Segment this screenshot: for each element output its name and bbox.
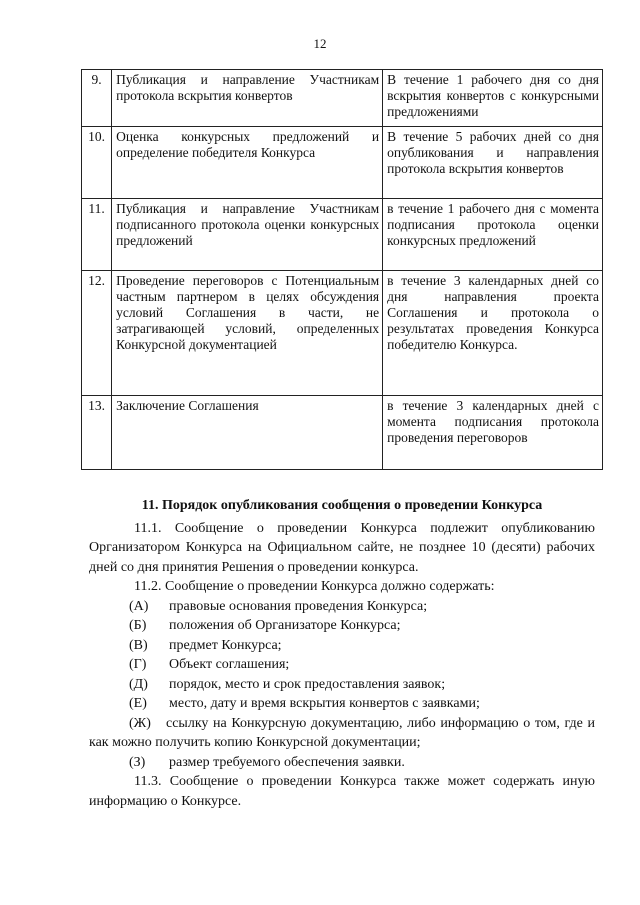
row-number: 9. xyxy=(82,70,112,127)
row-action: Проведение переговоров с Потенциальным частным партнером в целях обсуждения условий Соглашения в части, не затрагивающей условий, определенных Конкурсной документацией xyxy=(116,273,380,352)
paragraph-11-1: 11.1. Сообщение о проведении Конкурса подлежит опубликованию Организатором Конкурса на Официальном сайте, не позднее 10 (десяти) рабочих дней со дня принятия Решения о проведении конкурса. xyxy=(89,520,595,575)
procedure-table xyxy=(81,69,603,470)
list-item xyxy=(89,675,595,695)
list-marker: (Е) xyxy=(129,696,147,711)
list-item xyxy=(89,636,595,656)
table-row xyxy=(82,70,603,127)
row-term: в течение 3 календарных дней со дня направления проекта Соглашения и протокола о результатах проведения Конкурса победителю Конкурса. xyxy=(387,273,599,352)
row-number: 12. xyxy=(82,271,112,396)
list-text: порядок, место и срок предоставления заявок; xyxy=(169,676,446,692)
row-action: Оценка конкурсных предложений и определение победителя Конкурса xyxy=(116,129,380,160)
list-item xyxy=(89,714,595,753)
row-number: 11. xyxy=(82,199,112,271)
list-text: место, дату и время вскрытия конвертов с заявками; xyxy=(169,696,480,711)
table-row xyxy=(82,396,603,470)
page-number: 12 xyxy=(313,36,327,51)
table-row xyxy=(82,271,603,396)
row-term: в течение 3 календарных дней с момента подписания протокола проведения переговоров xyxy=(387,398,599,445)
row-term: В течение 1 рабочего дня со дня вскрытия конвертов с конкурсными предложениями xyxy=(387,72,599,119)
row-action: Публикация и направление Участникам подписанного протокола оценки конкурсных предложений xyxy=(116,201,380,248)
table-row xyxy=(82,127,603,199)
list-marker: (Ж) xyxy=(129,715,151,731)
list-marker: (Г) xyxy=(129,657,147,672)
row-action: Заключение Соглашения xyxy=(116,398,259,413)
list-item xyxy=(89,753,595,773)
list-marker: (З) xyxy=(129,754,146,770)
list-item xyxy=(89,694,595,714)
row-number: 10. xyxy=(82,127,112,199)
list-text: размер требуемого обеспечения заявки. xyxy=(169,754,405,770)
row-term: В течение 5 рабочих дней со дня опубликования и направления протокола вскрытия конвертов xyxy=(387,129,599,176)
list-item xyxy=(89,655,595,675)
section-11 xyxy=(89,496,595,811)
paragraph-11-3: 11.3. Сообщение о проведении Конкурса также может содержать иную информацию о Конкурсе. xyxy=(89,774,595,809)
list-marker: (Б) xyxy=(129,618,147,633)
list-item xyxy=(89,616,595,636)
list-text: положения об Организаторе Конкурса; xyxy=(169,618,401,633)
list-item xyxy=(89,597,595,617)
list-marker: (В) xyxy=(129,637,148,653)
list-text: ссылку на Конкурсную документацию, либо информацию о том, где и как можно получить копию Конкурсной документации; xyxy=(89,715,595,750)
paragraph-11-2: 11.2. Сообщение о проведении Конкурса должно содержать: xyxy=(134,579,495,594)
table-row xyxy=(82,199,603,271)
row-term: в течение 1 рабочего дня с момента подписания протокола оценки конкурсных предложений xyxy=(387,201,599,248)
list-marker: (А) xyxy=(129,598,149,614)
list-text: Объект соглашения; xyxy=(169,657,290,672)
row-action: Публикация и направление Участникам протокола вскрытия конвертов xyxy=(116,72,380,103)
list-marker: (Д) xyxy=(129,676,148,692)
row-number: 13. xyxy=(82,396,112,470)
list-text: правовые основания проведения Конкурса; xyxy=(169,598,428,614)
section-heading: 11. Порядок опубликования сообщения о проведении Конкурса xyxy=(141,498,543,513)
list-text: предмет Конкурса; xyxy=(169,637,282,653)
